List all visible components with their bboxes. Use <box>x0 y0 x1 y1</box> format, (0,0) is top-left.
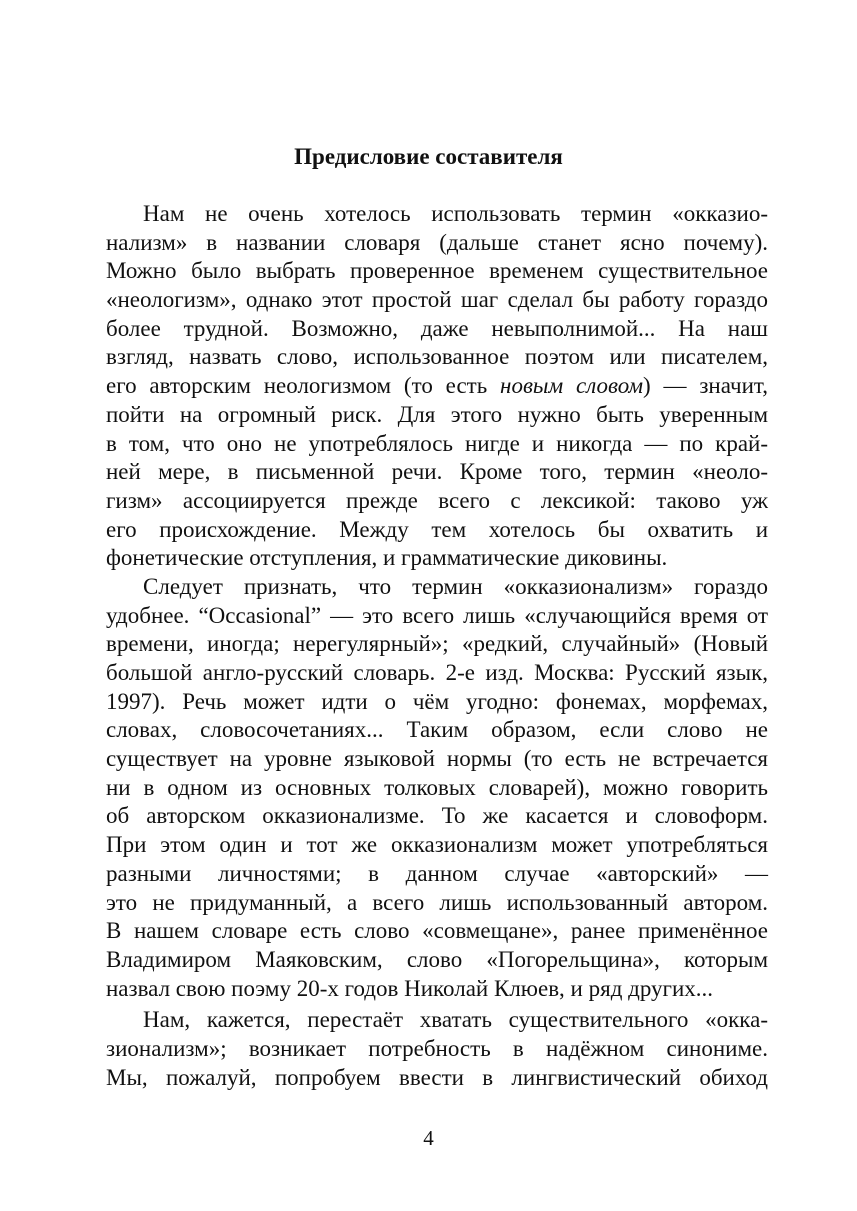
text-line: Владимиром Маяковским, слово «Погорельщина», которым <box>106 946 768 972</box>
text-line: удобнее. “Occasional” — это всего лишь «случающийся время от <box>106 602 768 628</box>
text-line: нализм» в названии словаря (дальше станет ясно почему). <box>106 229 768 255</box>
text-line: Мы, пожалуй, попробуем ввести в лингвистический обиход <box>106 1064 768 1090</box>
text-line: Следует признать, что термин «окказионализм» гораздо <box>143 573 768 599</box>
italic-phrase: новым словом <box>500 373 644 399</box>
text-line: фонетические отступления, и грамматические диковины. <box>106 545 668 571</box>
text-fragment: ) — значит, <box>643 373 768 399</box>
text-line: 1997). Речь может идти о чём угодно: фонемах, морфемах, <box>106 688 768 714</box>
text-line: разными личностями; в данном случае «авторский» — <box>106 860 768 886</box>
page-number: 4 <box>423 1126 434 1150</box>
text-line: Нам не очень хотелось использовать термин «окказио- <box>143 201 768 226</box>
page-title: Предисловие составителя <box>294 144 563 169</box>
text-line: его происхождение. Между тем хотелось бы охватить и <box>106 516 768 542</box>
text-line: В нашем словаре есть слово «совмещане», ранее применённое <box>106 918 768 944</box>
text-line: пойти на огромный риск. Для этого нужно быть уверенным <box>106 401 768 427</box>
text-line: более трудной. Возможно, даже невыполнимой... На наш <box>106 315 768 341</box>
text-line: зионализм»; возникает потребность в надёжном синониме. <box>106 1035 768 1061</box>
text-line: взгляд, назвать слово, использованное поэтом или писателем, <box>106 344 768 370</box>
text-line: назвал свою поэму 20-х годов Николай Клюев, и ряд других... <box>106 975 714 1001</box>
text-line: гизм» ассоциируется прежде всего с лексикой: таково уж <box>106 487 768 513</box>
text-line-with-italic <box>106 372 768 401</box>
text-line: Можно было выбрать проверенное временем существительное <box>106 258 768 284</box>
text-line: ней мере, в письменной речи. Кроме того, термин «неоло- <box>106 459 768 485</box>
text-line: словах, словосочетаниях... Таким образом, если слово не <box>106 717 768 743</box>
text-line: Нам, кажется, перестаёт хватать существительного «окка- <box>143 1007 768 1033</box>
text-line: «неологизм», однако этот простой шаг сделал бы работу гораздо <box>106 287 768 313</box>
text-line: существует на уровне языковой нормы (то есть не встречается <box>106 746 768 772</box>
text-line: большой англо-русский словарь. 2-е изд. Москва: Русский язык, <box>106 660 768 685</box>
body-text <box>106 200 768 1092</box>
text-line: ни в одном из основных толковых словарей), можно говорить <box>106 774 768 800</box>
text-line: в том, что оно не употреблялось нигде и никогда — по край- <box>106 430 768 456</box>
text-line: При этом один и тот же окказионализм может употребляться <box>106 832 768 858</box>
text-line: об авторском окказионализме. То же касается и словоформ. <box>106 803 768 829</box>
text-fragment: его авторским неологизмом (то есть <box>106 373 501 399</box>
text-line: это не придуманный, а всего лишь использованный автором. <box>106 889 768 915</box>
text-line: времени, иногда; нерегулярный»; «редкий, случайный» (Новый <box>106 631 768 657</box>
